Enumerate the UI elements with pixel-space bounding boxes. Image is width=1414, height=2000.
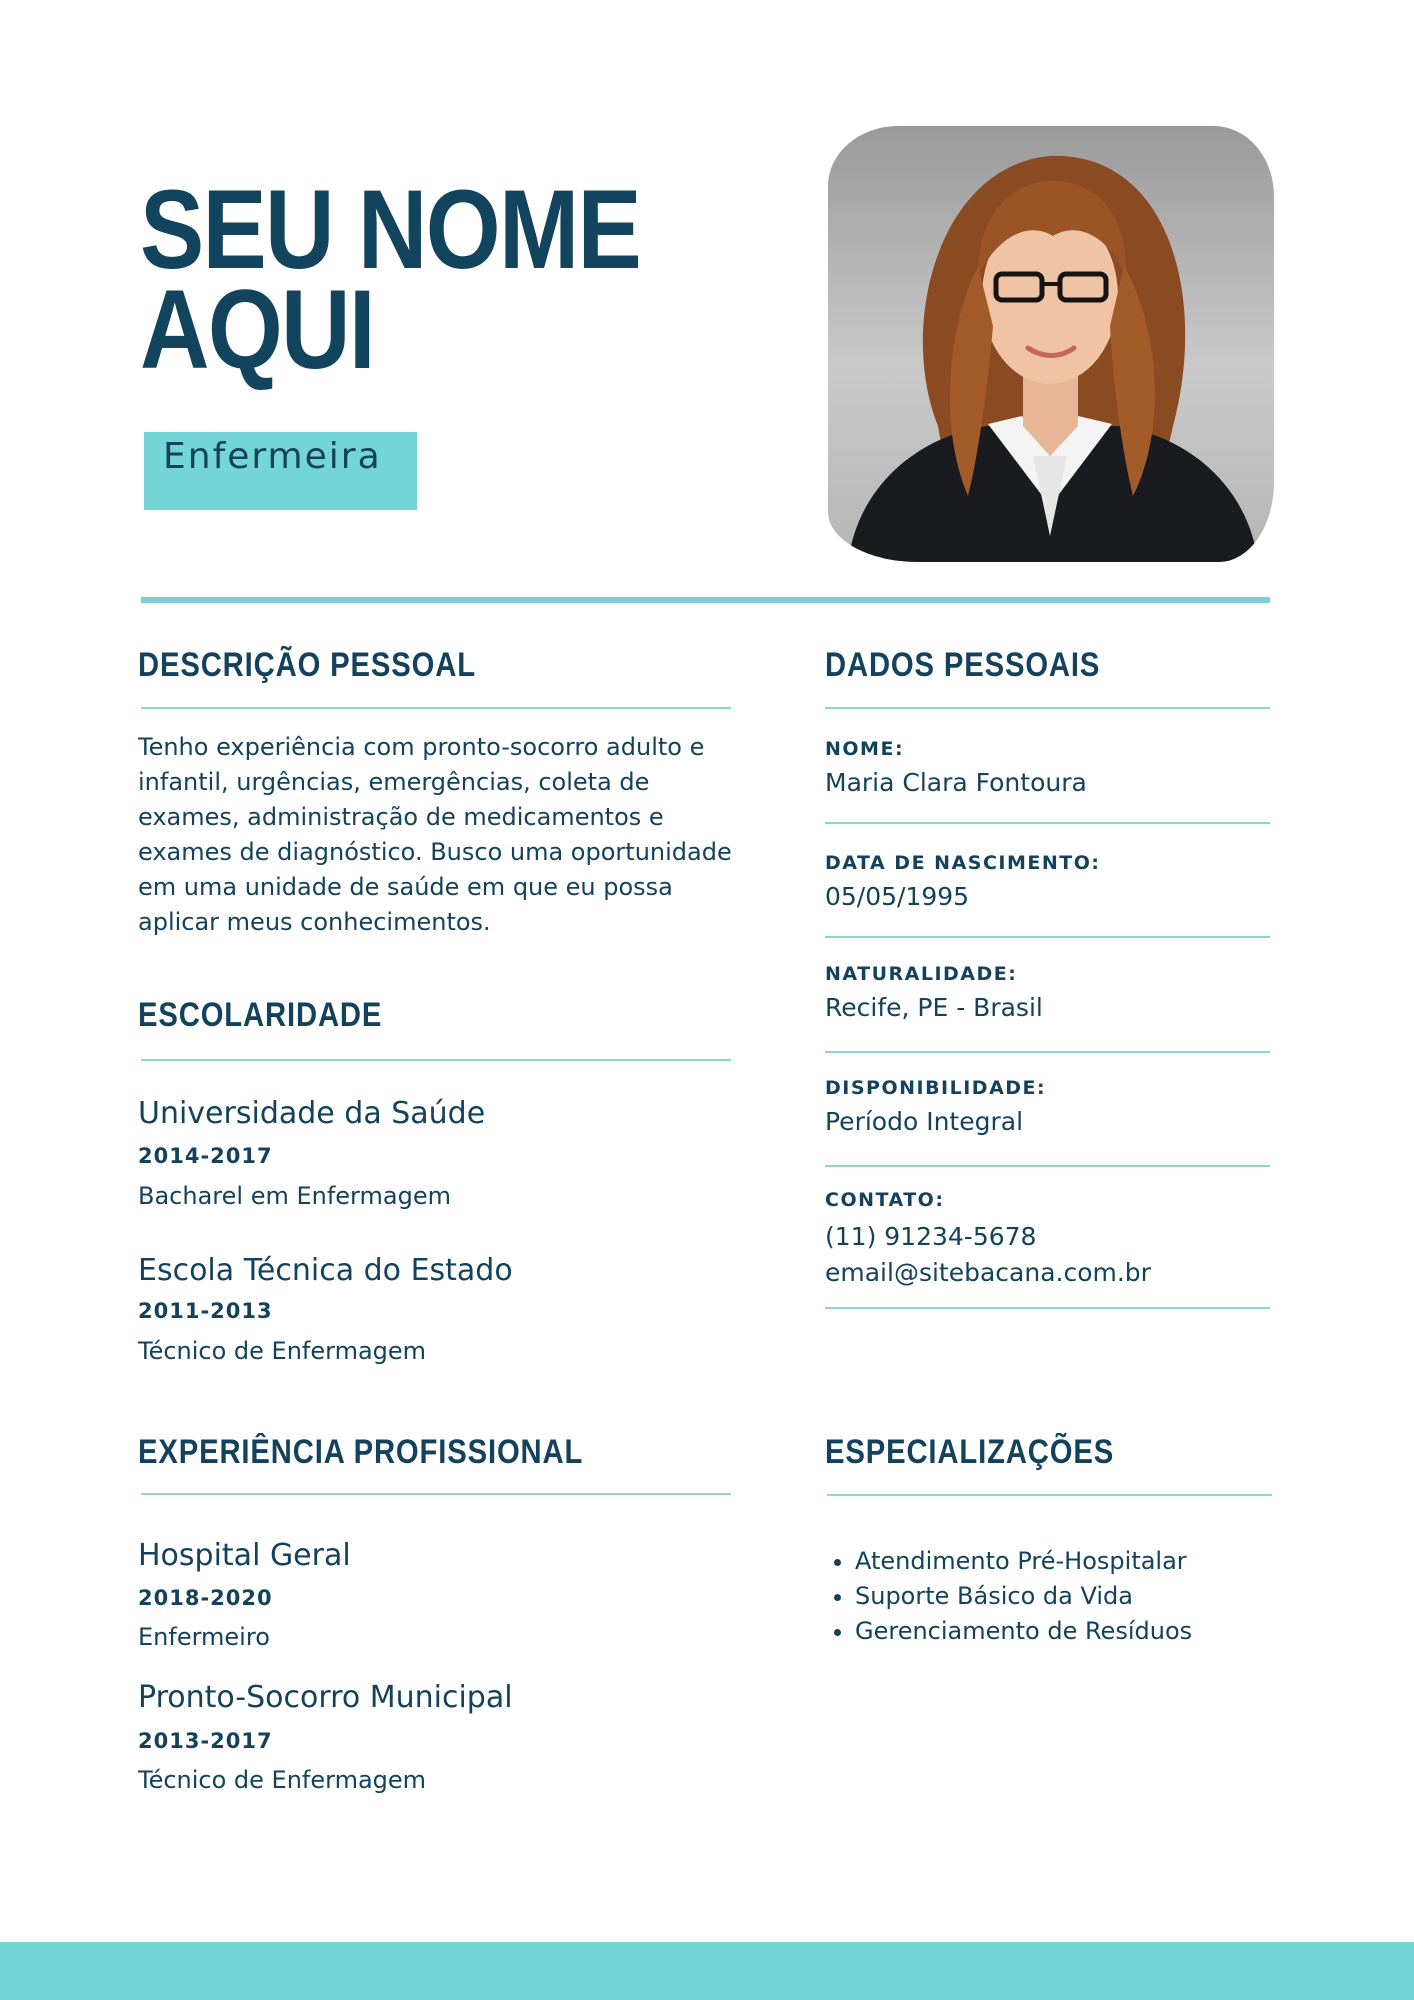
- role-title: Enfermeira: [163, 436, 382, 477]
- section-title-personal-data: DADOS PESSOAIS: [825, 646, 1101, 684]
- list-item: • Suporte Básico da Vida: [855, 1579, 1192, 1614]
- education-institution: Escola Técnica do Estado: [138, 1253, 513, 1288]
- field-value-email: email@sitebacana.com.br: [825, 1258, 1151, 1287]
- section-divider: [141, 707, 731, 709]
- experience-years: 2018-2020: [138, 1586, 273, 1610]
- profile-photo: [828, 126, 1274, 562]
- list-item: • Atendimento Pré-Hospitalar: [855, 1544, 1192, 1579]
- field-value-phone: (11) 91234-5678: [825, 1222, 1037, 1251]
- footer-bar: [0, 1942, 1414, 2000]
- field-label-birthplace: NATURALIDADE:: [825, 963, 1018, 985]
- section-divider: [827, 1494, 1272, 1496]
- profile-photo-illustration: [828, 126, 1274, 562]
- personal-description-text: Tenho experiência com pronto-socorro adulto e infantil, urgências, emergências, coleta de exames, administração de medicamentos e exames de diagnóstico. Busco uma oportunidade em uma unidade de saúde em que eu possa aplicar meus conhecimentos.: [138, 733, 732, 936]
- education-institution: Universidade da Saúde: [138, 1096, 486, 1131]
- field-label-name: NOME:: [825, 738, 905, 760]
- experience-position: Enfermeiro: [138, 1623, 270, 1651]
- education-years: 2011-2013: [138, 1299, 273, 1323]
- experience-position: Técnico de Enfermagem: [138, 1766, 427, 1794]
- header-divider: [141, 597, 1270, 603]
- section-divider: [825, 707, 1270, 709]
- section-divider: [141, 1493, 731, 1495]
- role-badge: [144, 432, 417, 510]
- experience-employer: Pronto-Socorro Municipal: [138, 1680, 513, 1715]
- field-divider: [825, 936, 1270, 938]
- candidate-name-line2: AQUI: [140, 267, 374, 392]
- field-label-availability: DISPONIBILIDADE:: [825, 1077, 1047, 1099]
- candidate-name: [140, 167, 641, 392]
- section-title-experience: EXPERIÊNCIA PROFISSIONAL: [138, 1433, 584, 1471]
- field-divider: [825, 1165, 1270, 1167]
- field-value-availability: Período Integral: [825, 1107, 1024, 1136]
- field-divider: [825, 1307, 1270, 1309]
- section-title-description: DESCRIÇÃO PESSOAL: [138, 646, 476, 684]
- education-degree: Técnico de Enfermagem: [138, 1337, 427, 1365]
- experience-employer: Hospital Geral: [138, 1538, 351, 1573]
- field-label-birthdate: DATA DE NASCIMENTO:: [825, 852, 1101, 874]
- candidate-name-line1: SEU NOME: [140, 167, 641, 292]
- field-label-contact: CONTATO:: [825, 1189, 945, 1211]
- experience-years: 2013-2017: [138, 1729, 273, 1753]
- field-divider: [825, 822, 1270, 824]
- field-divider: [825, 1051, 1270, 1053]
- section-divider: [141, 1059, 731, 1061]
- education-degree: Bacharel em Enfermagem: [138, 1182, 451, 1210]
- section-title-specializations: ESPECIALIZAÇÕES: [825, 1433, 1115, 1471]
- specializations-list: [825, 1544, 1192, 1649]
- list-item: • Gerenciamento de Resíduos: [855, 1614, 1192, 1649]
- field-value-name: Maria Clara Fontoura: [825, 768, 1087, 797]
- field-value-birthdate: 05/05/1995: [825, 882, 970, 911]
- education-years: 2014-2017: [138, 1144, 273, 1168]
- field-value-birthplace: Recife, PE - Brasil: [825, 993, 1043, 1022]
- section-title-education: ESCOLARIDADE: [138, 996, 383, 1034]
